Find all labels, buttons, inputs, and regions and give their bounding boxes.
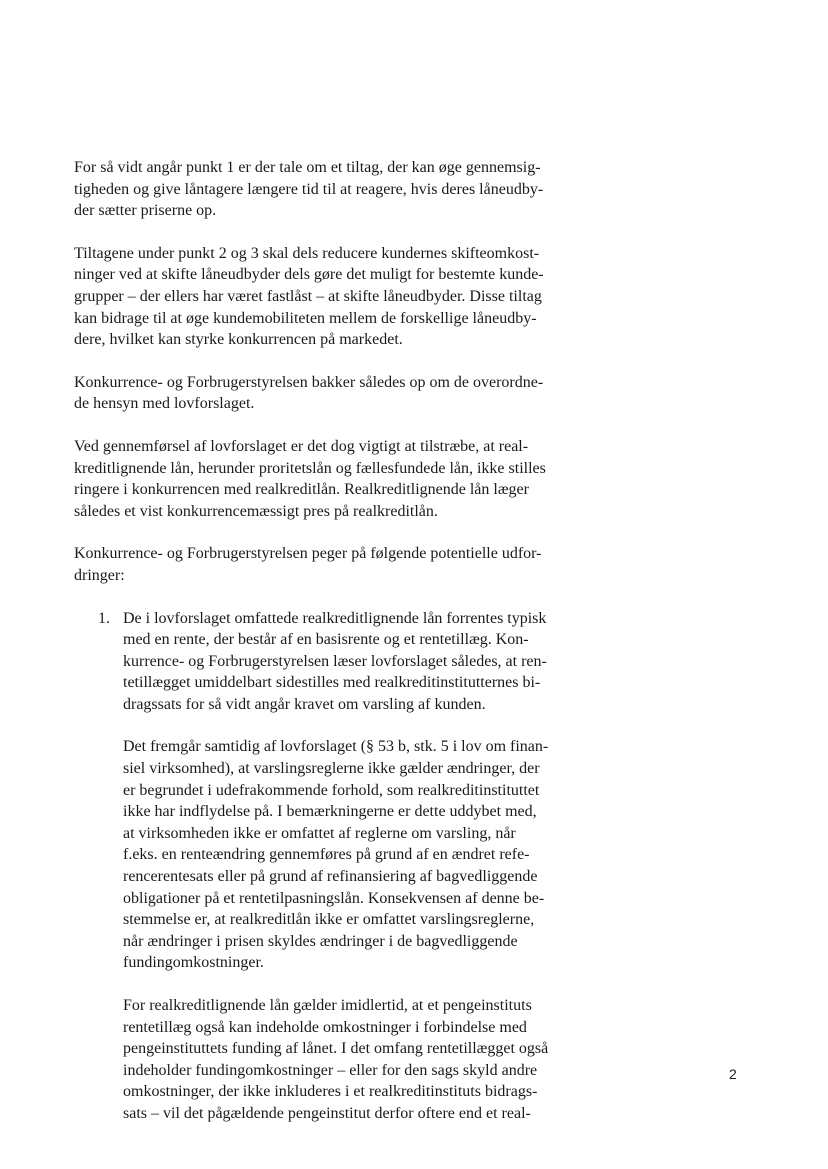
- text-line: kan bidrage til at øge kundemobiliteten mellem de forskellige låneudby-: [74, 309, 537, 327]
- paragraph: [74, 543, 570, 586]
- text-line: f.eks. en renteændring gennemføres på grund af en ændret refe-: [123, 846, 530, 864]
- text-line: Konkurrence- og Forbrugerstyrelsen bakker således op om de overordne-: [74, 373, 544, 391]
- text-line: når ændringer i prisen skyldes ændringer i de bagvedliggende: [123, 932, 518, 950]
- text-line: rentetillæg også kan indeholde omkostninger i forbindelse med: [123, 1018, 527, 1036]
- list-item: [98, 608, 570, 1125]
- list-paragraph: [123, 736, 570, 974]
- text-line: kurrence- og Forbrugerstyrelsen læser lovforslaget således, at ren-: [123, 652, 547, 670]
- text-line: er begrundet i udefrakommende forhold, som realkreditinstituttet: [123, 781, 540, 799]
- list-number: 1.: [98, 609, 110, 627]
- text-line: der sætter priserne op.: [74, 202, 217, 220]
- text-line: Ved gennemførsel af lovforslaget er det dog vigtigt at tilstræbe, at real-: [74, 437, 529, 455]
- paragraph: [74, 436, 570, 522]
- paragraph: [74, 243, 570, 351]
- text-line: rencerentesats eller på grund af refinansiering af bagvedliggende: [123, 868, 538, 886]
- paragraph: [74, 157, 570, 222]
- text-line: således et vist konkurrencemæssigt pres på realkreditlån.: [74, 502, 438, 520]
- text-line: tigheden og give låntagere længere tid til at reagere, hvis deres låneudby-: [74, 180, 544, 198]
- text-line: ringere i konkurrencen med realkreditlån. Realkreditlignende lån læger: [74, 481, 529, 499]
- text-line: sats – vil det pågældende pengeinstitut derfor oftere end et real-: [123, 1104, 531, 1122]
- text-line: Tiltagene under punkt 2 og 3 skal dels reducere kundernes skifteomkost-: [74, 244, 540, 262]
- page-number: 2: [729, 1066, 737, 1082]
- text-line: ikke har indflydelse på. I bemærkningerne er dette uddybet med,: [123, 803, 537, 821]
- list-paragraph: [123, 608, 570, 716]
- text-line: med en rente, der består af en basisrente og et rentetillæg. Kon-: [123, 631, 529, 649]
- text-line: For realkreditlignende lån gælder imidlertid, at et pengeinstituts: [123, 997, 532, 1014]
- text-line: siel virksomhed), at varslingsreglerne ikke gælder ændringer, der: [123, 760, 540, 778]
- text-line: grupper – der ellers har været fastlåst – at skifte låneudbyder. Disse tiltag: [74, 287, 542, 305]
- text-line: omkostninger, der ikke inkluderes i et realkreditinstituts bidrags-: [123, 1083, 538, 1101]
- text-line: fundingomkostninger.: [123, 954, 264, 972]
- text-line: Det fremgår samtidig af lovforslaget (§ 53 b, stk. 5 i lov om finan-: [123, 738, 549, 756]
- text-line: pengeinstituttets funding af lånet. I det omfang rentetillægget også: [123, 1040, 549, 1058]
- text-line: stemmelse er, at realkreditlån ikke er omfattet varslingsreglerne,: [123, 911, 535, 929]
- text-line: dere, hvilket kan styrke konkurrencen på markedet.: [74, 331, 403, 349]
- text-line: kreditlignende lån, herunder proritetslån og fællesfundede lån, ikke stilles: [74, 459, 546, 477]
- list-paragraph: [123, 995, 570, 1125]
- text-line: obligationer på et rentetilpasningslån. Konsekvensen af denne be-: [123, 889, 545, 907]
- text-line: indeholder fundingomkostninger – eller for den sags skyld andre: [123, 1061, 538, 1079]
- body-text: [74, 157, 570, 1146]
- paragraph: [74, 372, 570, 415]
- text-line: tetillægget umiddelbart sidestilles med realkreditinstitutternes bi-: [123, 674, 541, 692]
- text-line: Konkurrence- og Forbrugerstyrelsen peger på følgende potentielle udfor-: [74, 545, 542, 563]
- text-line: de hensyn med lovforslaget.: [74, 395, 255, 413]
- text-line: De i lovforslaget omfattede realkreditlignende lån forrentes typisk: [123, 609, 547, 627]
- text-line: at virksomheden ikke er omfattet af reglerne om varsling, når: [123, 824, 516, 842]
- text-line: For så vidt angår punkt 1 er der tale om et tiltag, der kan øge gennemsig-: [74, 159, 541, 176]
- text-line: dragssats for så vidt angår kravet om varsling af kunden.: [123, 695, 486, 713]
- text-line: ninger ved at skifte låneudbyder dels gøre det muligt for bestemte kunde-: [74, 266, 544, 284]
- text-line: dringer:: [74, 566, 125, 584]
